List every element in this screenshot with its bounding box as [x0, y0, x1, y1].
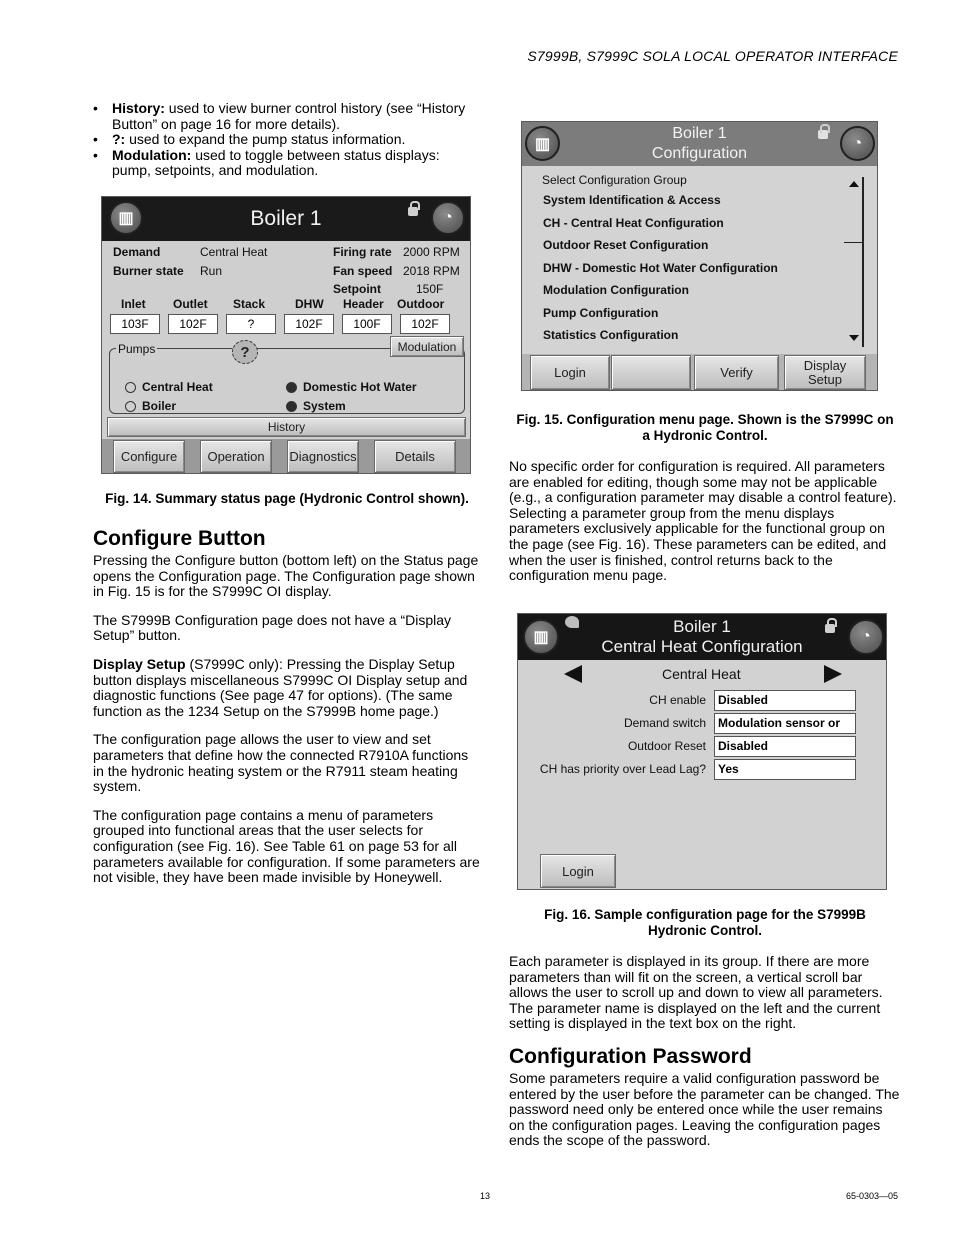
param-value-field[interactable]: Modulation sensor or	[714, 713, 856, 734]
lock-icon	[825, 624, 835, 633]
config-group-item[interactable]: Statistics Configuration	[543, 328, 679, 342]
configure-button[interactable]: Configure	[113, 440, 185, 473]
param-label: CH has priority over Lead Lag?	[539, 762, 706, 776]
dhw-value: 102F	[284, 314, 334, 334]
burner-state-value: Run	[200, 264, 223, 278]
list-item: • History: used to view burner control history (see “History Button” on page 16 for more details).	[93, 101, 481, 132]
outdoor-label: Outdoor	[397, 297, 445, 311]
back-icon[interactable]: ◔	[840, 126, 875, 161]
paragraph: Each parameter is displayed in its group. If there are more parameters than will fit on the screen, a vertical scroll bar allows the user to scroll up and down to view all parameters. The parameter name is displayed on the left and the current setting is displayed in the text box on the right.	[509, 953, 883, 1032]
document-number: 65-0303—05	[845, 1191, 898, 1201]
param-label: Outdoor Reset	[627, 739, 706, 753]
next-group-arrow[interactable]	[824, 665, 842, 683]
pump-status-led	[125, 382, 136, 393]
vertical-scrollbar[interactable]	[845, 177, 864, 347]
help-icon[interactable]: ?	[232, 340, 258, 364]
paragraph: Display Setup (S7999C only): Pressing the Display Setup button displays miscellaneous S7999C OI Display setup and diagnostic functions (See page 47 for options). (The same function as the 1234 Setup on the S7999B home page.)	[93, 655, 468, 719]
operation-button[interactable]: Operation	[200, 440, 272, 473]
history-button[interactable]: History	[107, 417, 466, 437]
param-value-field[interactable]: Disabled	[714, 690, 856, 711]
pump-status-led	[125, 401, 136, 412]
wrench-icon	[565, 616, 579, 628]
diagnostics-button[interactable]: Diagnostics	[287, 440, 359, 473]
firing-rate-value: 2000 RPM	[403, 245, 460, 259]
config-group-item[interactable]: Pump Configuration	[543, 306, 659, 320]
pump-central-heat-label: Central Heat	[142, 380, 213, 394]
param-label: CH enable	[649, 693, 706, 707]
select-group-label: Select Configuration Group	[542, 173, 687, 187]
setpoint-label: Setpoint	[333, 282, 381, 296]
previous-group-arrow[interactable]	[564, 665, 582, 683]
left-body	[93, 527, 481, 899]
right-body	[509, 954, 901, 1162]
screen-title: Boiler 1	[672, 125, 727, 142]
demand-value: Central Heat	[200, 245, 268, 259]
scroll-down-icon[interactable]	[849, 335, 859, 341]
pump-system-label: System	[303, 399, 346, 413]
running-header: S7999B, S7999C SOLA LOCAL OPERATOR INTERFACE	[527, 48, 898, 64]
fan-speed-value: 2018 RPM	[403, 264, 460, 278]
blank-soft-button[interactable]	[611, 355, 691, 390]
page-number: 13	[480, 1191, 491, 1201]
pump-status-led	[286, 382, 297, 393]
header-label: Header	[343, 297, 384, 311]
param-value-field[interactable]: Yes	[714, 759, 856, 780]
outlet-value: 102F	[168, 314, 218, 334]
home-icon[interactable]: ▥	[109, 201, 143, 235]
config-group-item[interactable]: Modulation Configuration	[543, 283, 689, 297]
screen-title: Boiler 1	[250, 207, 322, 230]
dhw-label: DHW	[295, 297, 324, 311]
back-icon[interactable]: ◔	[431, 201, 465, 235]
screen-title: Boiler 1	[673, 617, 731, 636]
screen-subtitle: Configuration	[651, 145, 748, 162]
list-item: • ?: used to expand the pump status information.	[93, 132, 481, 148]
figure-16-caption: Fig. 16. Sample configuration page for the S7999B Hydronic Control.	[544, 907, 866, 938]
stack-value: ?	[226, 314, 276, 334]
lock-icon	[818, 130, 828, 139]
login-button[interactable]: Login	[540, 854, 616, 888]
outlet-label: Outlet	[173, 297, 208, 311]
configure-button-heading: Configure Button	[93, 527, 266, 550]
config-group-item[interactable]: System Identification & Access	[543, 193, 721, 207]
outdoor-value: 102F	[400, 314, 450, 334]
firing-rate-label: Firing rate	[333, 245, 392, 259]
right-paragraph-1	[509, 459, 901, 597]
scroll-up-icon[interactable]	[849, 181, 859, 187]
paragraph: No specific order for configuration is required. All parameters are enabled for editing, though some may not be applicable (e.g., a configuration parameter may disable a control feature). Selecting a parameter group from the menu displays parameters exclusively applicable for the functional group on the page (see Fig. 16). These parameters can be edited, and when the user is finished, control returns back to the configuration menu page.	[509, 458, 897, 584]
paragraph: The configuration page allows the user to view and set parameters that define how the connected R7910A functions in the hydronic heating system or the R7911 steam heating system.	[93, 731, 469, 795]
home-icon[interactable]: ▥	[525, 126, 560, 161]
configuration-menu-screen	[521, 121, 878, 391]
config-group-item[interactable]: DHW - Domestic Hot Water Configuration	[543, 261, 778, 275]
list-item: • Modulation: used to toggle between status displays: pump, setpoints, and modulation.	[93, 148, 481, 179]
group-name: Central Heat	[662, 666, 741, 682]
pump-dhw-label: Domestic Hot Water	[303, 380, 417, 394]
figure-15-caption: Fig. 15. Configuration menu page. Shown is the S7999C on a Hydronic Control.	[516, 412, 894, 443]
figure-14-caption: Fig. 14. Summary status page (Hydronic Control shown).	[105, 491, 469, 506]
inlet-value: 103F	[110, 314, 160, 334]
central-heat-configuration-screen	[517, 613, 887, 890]
inlet-label: Inlet	[121, 297, 146, 311]
paragraph: The configuration page contains a menu of parameters grouped into functional areas that the user selects for configuration (see Fig. 16). See Table 61 on page 53 for all parameters available for configuration. If some parameters are not visible, they have been made invisible by Honeywell.	[93, 806, 480, 886]
fan-speed-label: Fan speed	[333, 264, 393, 278]
login-button[interactable]: Login	[530, 355, 610, 390]
setpoint-value: 150F	[416, 282, 444, 296]
demand-label: Demand	[113, 245, 161, 259]
header-value: 100F	[342, 314, 392, 334]
summary-status-screen	[101, 196, 471, 474]
home-icon[interactable]: ▥	[523, 619, 559, 655]
verify-button[interactable]: Verify	[694, 355, 779, 390]
config-group-item[interactable]: CH - Central Heat Configuration	[543, 216, 724, 230]
back-icon[interactable]: ◔	[848, 619, 884, 655]
config-group-item[interactable]: Outdoor Reset Configuration	[543, 238, 709, 252]
pumps-label: Pumps	[118, 342, 156, 356]
display-setup-button[interactable]: Display Setup	[784, 355, 866, 390]
configuration-password-heading: Configuration Password	[509, 1044, 752, 1068]
details-button[interactable]: Details	[374, 440, 456, 473]
burner-state-label: Burner state	[113, 264, 184, 278]
modulation-button[interactable]: Modulation	[390, 336, 464, 357]
lock-icon	[408, 207, 418, 216]
paragraph: Some parameters require a valid configuration password be entered by the user before the parameter can be changed. The password need only be entered once while the user remains on the configuration pages. Leaving the configuration pages ends the scope of the password.	[509, 1069, 900, 1149]
param-value-field[interactable]: Disabled	[714, 736, 856, 757]
param-label: Demand switch	[623, 716, 706, 730]
paragraph: The S7999B Configuration page does not have a “Display Setup” button.	[93, 611, 452, 644]
pump-boiler-label: Boiler	[142, 399, 177, 413]
scroll-thumb[interactable]	[844, 191, 864, 243]
screen-subtitle: Central Heat Configuration	[601, 637, 803, 656]
button-description-list	[93, 101, 481, 179]
left-column	[93, 101, 481, 179]
paragraph: Pressing the Configure button (bottom left) on the Status page opens the Configuration page. The Configuration page shown in Fig. 15 is for the S7999C OI display.	[93, 552, 479, 600]
stack-label: Stack	[233, 297, 266, 311]
pump-status-led	[286, 401, 297, 412]
